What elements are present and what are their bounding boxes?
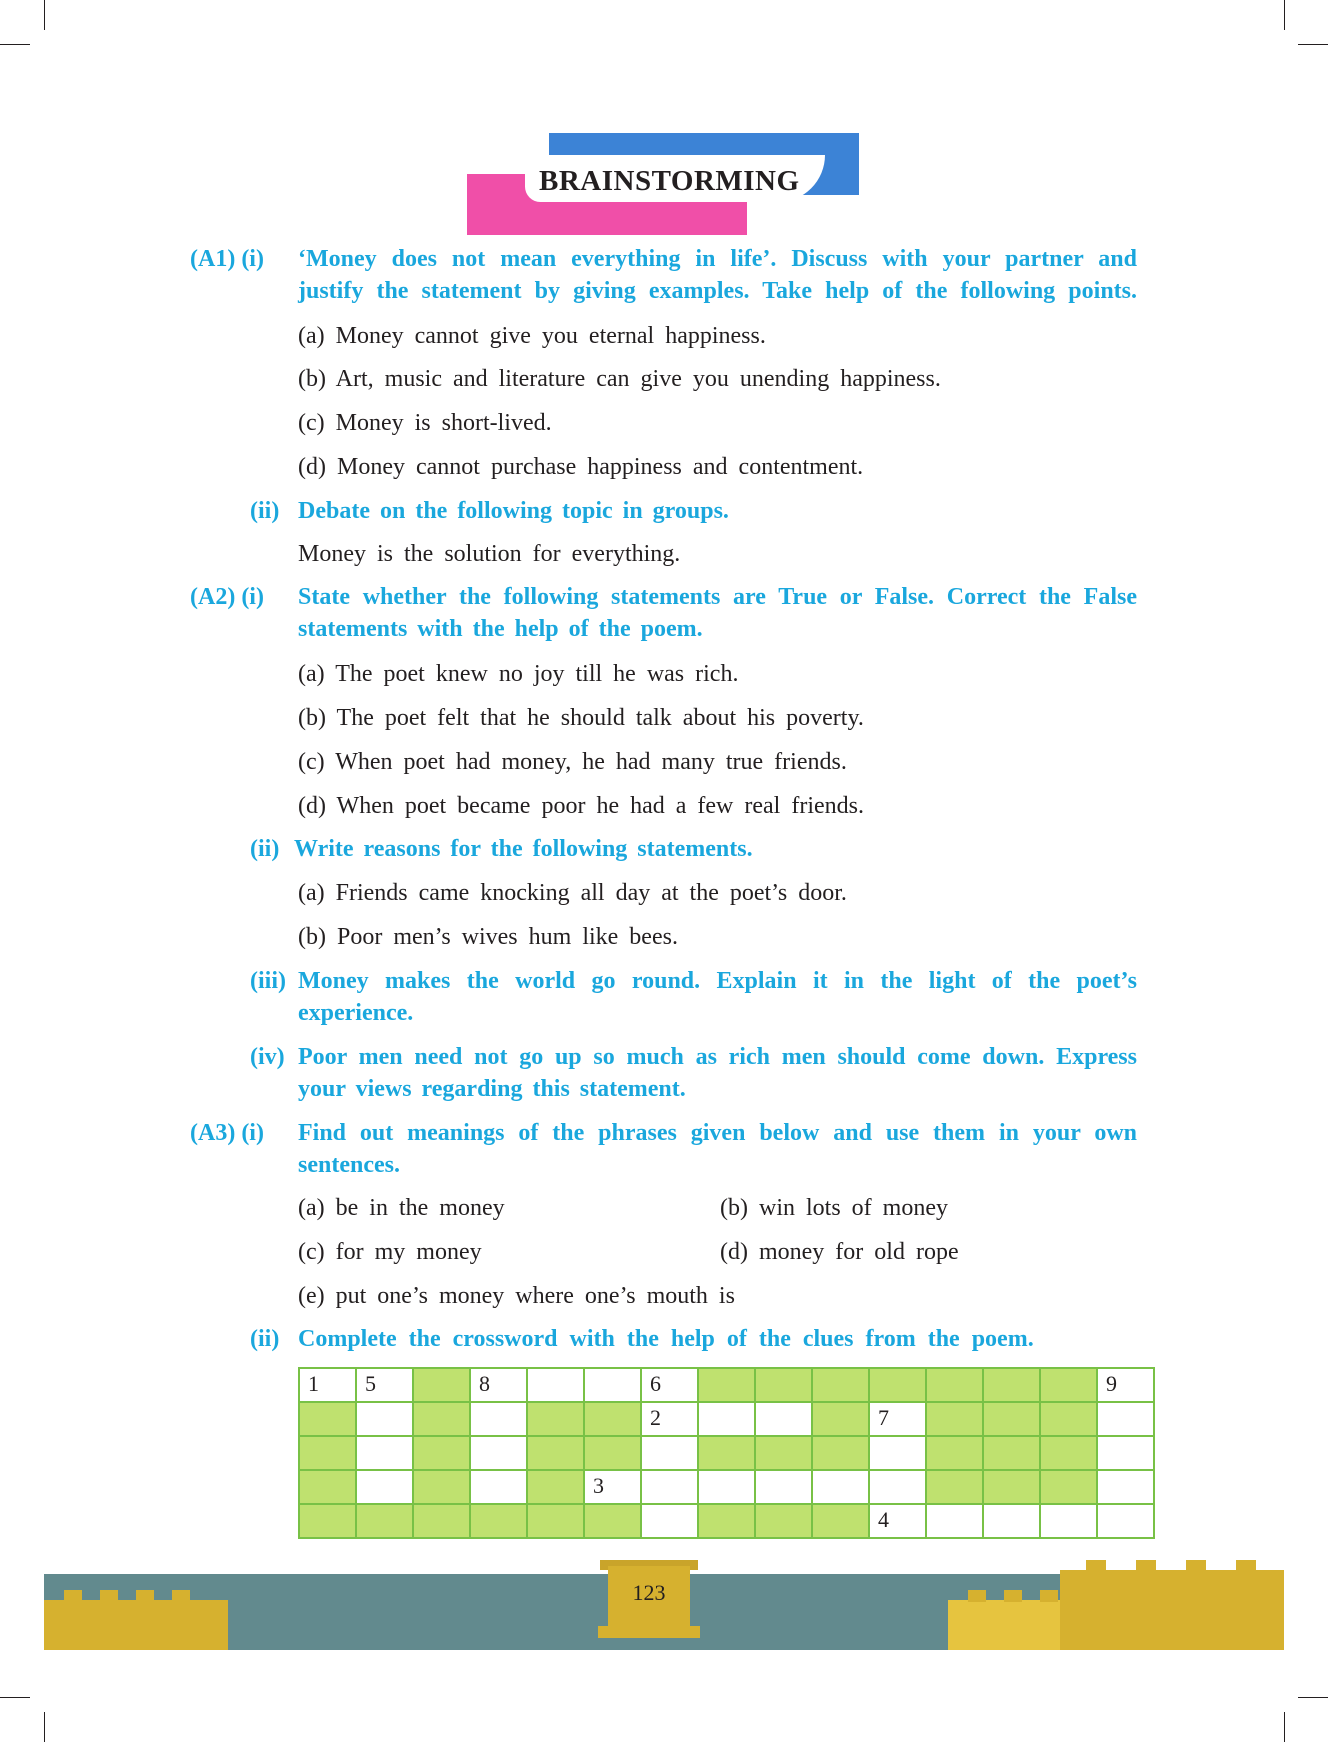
crossword-cell-filled: [812, 1504, 869, 1538]
crossword-cell-filled: [1040, 1368, 1097, 1402]
crossword-cell-filled: [926, 1402, 983, 1436]
phrase-item: (d) money for old rope: [720, 1239, 959, 1265]
crossword-cell-filled: [1040, 1470, 1097, 1504]
question-text: Find out meanings of the phrases given below and use them in your own: [298, 1120, 1137, 1146]
crossword-cell-blank[interactable]: [755, 1470, 812, 1504]
option-item: (b) Art, music and literature can give you unending happiness.: [298, 366, 941, 392]
crossword-cell-filled: [698, 1436, 755, 1470]
option-item: (c) When poet had money, he had many true friends.: [298, 749, 847, 775]
crossword-cell-filled: [527, 1470, 584, 1504]
crop-mark: [0, 44, 30, 45]
crossword-cell-filled: [698, 1368, 755, 1402]
crop-mark: [1284, 1712, 1285, 1742]
phrase-item: (e) put one’s money where one’s mouth is: [298, 1283, 735, 1309]
question-label: (A2) (i): [190, 584, 264, 610]
castle-merlon: [100, 1590, 118, 1602]
crossword-cell-filled: [356, 1504, 413, 1538]
crossword-cell-blank[interactable]: [641, 1436, 698, 1470]
crossword-cell-blank[interactable]: [356, 1368, 413, 1402]
crossword-cell-filled: [812, 1402, 869, 1436]
crossword-cell-blank[interactable]: [869, 1470, 926, 1504]
crossword-cell-blank[interactable]: [641, 1504, 698, 1538]
crossword-cell-blank[interactable]: [869, 1402, 926, 1436]
crop-mark: [1298, 44, 1328, 45]
castle-merlon: [1136, 1560, 1156, 1572]
page-number-plinth-base: [598, 1626, 700, 1638]
crossword-cell-filled: [413, 1402, 470, 1436]
option-item: (a) The poet knew no joy till he was rich.: [298, 661, 739, 687]
phrase-item: (a) be in the money: [298, 1195, 505, 1221]
crossword-cell-filled: [584, 1402, 641, 1436]
question-text: your views regarding this statement.: [298, 1076, 686, 1102]
crossword-cell-blank[interactable]: [698, 1402, 755, 1436]
crossword-cell-blank[interactable]: [1097, 1368, 1154, 1402]
question-label: (iii): [250, 968, 286, 994]
crossword-clue-number: 2: [650, 1405, 661, 1430]
castle-merlon: [968, 1590, 986, 1602]
crossword-cell-blank[interactable]: [470, 1402, 527, 1436]
crossword-row: [299, 1436, 1154, 1470]
crossword-clue-number: 1: [308, 1371, 319, 1396]
castle-wall-right-high: [1060, 1570, 1284, 1650]
crossword-cell-filled: [755, 1368, 812, 1402]
question-label: (A1) (i): [190, 246, 264, 272]
castle-merlon: [1236, 1560, 1256, 1572]
crossword-cell-filled: [584, 1436, 641, 1470]
question-text: experience.: [298, 1000, 414, 1026]
page-title: BRAINSTORMING: [539, 165, 800, 197]
question-label: (ii): [250, 836, 280, 862]
crossword-cell-filled: [527, 1504, 584, 1538]
question-text: sentences.: [298, 1152, 400, 1178]
page-footer: [0, 1560, 1328, 1650]
crossword-cell-filled: [299, 1436, 356, 1470]
crossword-clue-number: 9: [1106, 1371, 1117, 1396]
crossword-row: [299, 1402, 1154, 1436]
castle-merlon: [172, 1590, 190, 1602]
crossword-cell-filled: [1040, 1402, 1097, 1436]
crossword-cell-filled: [527, 1436, 584, 1470]
crossword-clue-number: 4: [878, 1507, 889, 1532]
crossword-row: [299, 1470, 1154, 1504]
crossword-cell-filled: [983, 1470, 1040, 1504]
question-text: Write reasons for the following statements.: [294, 836, 753, 862]
crossword-cell-filled: [413, 1470, 470, 1504]
crossword-cell-blank[interactable]: [812, 1470, 869, 1504]
question-text: ‘Money does not mean everything in life’. Discuss with your partner and: [298, 246, 1137, 272]
crossword-cell-blank[interactable]: [1097, 1470, 1154, 1504]
crossword-cell-filled: [755, 1504, 812, 1538]
crop-mark: [44, 1712, 45, 1742]
question-label: (A3) (i): [190, 1120, 264, 1146]
crossword-cell-blank[interactable]: [470, 1436, 527, 1470]
crossword-cell-filled: [926, 1470, 983, 1504]
crop-mark: [44, 0, 45, 30]
crossword-cell-filled: [470, 1504, 527, 1538]
crossword-cell-blank[interactable]: [527, 1368, 584, 1402]
question-text: Poor men need not go up so much as rich men should come down. Express: [298, 1044, 1137, 1070]
crossword-cell-filled: [983, 1436, 1040, 1470]
option-item: (a) Friends came knocking all day at the poet’s door.: [298, 880, 847, 906]
crossword-cell-blank[interactable]: [1097, 1436, 1154, 1470]
crossword-row: [299, 1368, 1154, 1402]
question-text: State whether the following statements are True or False. Correct the False: [298, 584, 1137, 610]
question-text: justify the statement by giving examples. Take help of the following points.: [298, 278, 1137, 304]
crossword-cell-blank[interactable]: [356, 1436, 413, 1470]
crossword-cell-filled: [869, 1368, 926, 1402]
crop-mark: [1298, 1697, 1328, 1698]
castle-wall-left: [44, 1600, 228, 1650]
option-item: (a) Money cannot give you eternal happiness.: [298, 323, 766, 349]
crossword-cell-blank[interactable]: [641, 1470, 698, 1504]
castle-merlon: [1086, 1560, 1106, 1572]
crossword-cell-filled: [983, 1368, 1040, 1402]
crossword-cell-filled: [1040, 1436, 1097, 1470]
phrase-item: (b) win lots of money: [720, 1195, 948, 1221]
question-text: Money makes the world go round. Explain it in the light of the poet’s: [298, 968, 1137, 994]
crossword-cell-blank[interactable]: [470, 1368, 527, 1402]
crossword-cell-filled: [812, 1368, 869, 1402]
crossword-cell-blank[interactable]: [983, 1504, 1040, 1538]
crop-mark: [0, 1697, 30, 1698]
crossword-cell-filled: [812, 1436, 869, 1470]
castle-merlon: [136, 1590, 154, 1602]
crossword-clue-number: 8: [479, 1371, 490, 1396]
crossword-row: [299, 1504, 1154, 1538]
option-item: (d) Money cannot purchase happiness and contentment.: [298, 454, 864, 480]
crossword-cell-filled: [413, 1436, 470, 1470]
question-text: statements with the help of the poem.: [298, 616, 703, 642]
question-text: Debate on the following topic in groups.: [298, 498, 729, 524]
question-text: Complete the crossword with the help of the clues from the poem.: [298, 1326, 1034, 1352]
crossword-cell-blank[interactable]: [584, 1470, 641, 1504]
crossword-cell-blank[interactable]: [926, 1504, 983, 1538]
castle-merlon: [64, 1590, 82, 1602]
section-banner: [467, 133, 859, 235]
debate-topic: Money is the solution for everything.: [298, 541, 681, 567]
page-number: 123: [632, 1580, 666, 1605]
crop-mark: [1284, 0, 1285, 30]
crossword-cell-filled: [698, 1504, 755, 1538]
crossword-cell-filled: [413, 1504, 470, 1538]
crossword-cell-blank[interactable]: [1097, 1402, 1154, 1436]
crossword-cell-blank[interactable]: [641, 1402, 698, 1436]
option-item: (c) Money is short-lived.: [298, 410, 552, 436]
crossword-cell-blank[interactable]: [470, 1470, 527, 1504]
crossword-grid: [298, 1367, 1155, 1539]
crossword-cell-filled: [926, 1368, 983, 1402]
crossword-cell-blank[interactable]: [641, 1368, 698, 1402]
crossword-clue-number: 3: [593, 1473, 604, 1498]
crossword-cell-filled: [584, 1504, 641, 1538]
crossword-cell-blank[interactable]: [755, 1402, 812, 1436]
castle-merlon: [1186, 1560, 1206, 1572]
crossword-cell-filled: [299, 1402, 356, 1436]
crossword-cell-blank[interactable]: [1097, 1504, 1154, 1538]
question-label: (iv): [250, 1044, 285, 1070]
castle-merlon: [1040, 1590, 1058, 1602]
crossword-cell-blank[interactable]: [1040, 1504, 1097, 1538]
option-item: (b) Poor men’s wives hum like bees.: [298, 924, 678, 950]
question-label: (ii): [250, 498, 280, 524]
crossword-cell-blank[interactable]: [584, 1368, 641, 1402]
crossword-clue-number: 7: [878, 1405, 889, 1430]
question-label: (ii): [250, 1326, 280, 1352]
crossword-clue-number: 6: [650, 1371, 661, 1396]
castle-merlon: [1004, 1590, 1022, 1602]
crossword-cell-blank[interactable]: [356, 1470, 413, 1504]
crossword-cell-blank[interactable]: [698, 1470, 755, 1504]
option-item: (b) The poet felt that he should talk about his poverty.: [298, 705, 864, 731]
crossword-cell-filled: [755, 1436, 812, 1470]
crossword-clue-number: 5: [365, 1371, 376, 1396]
crossword-cell-filled: [299, 1504, 356, 1538]
crossword-cell-filled: [983, 1402, 1040, 1436]
crossword-cell-filled: [413, 1368, 470, 1402]
crossword-cell-blank[interactable]: [356, 1402, 413, 1436]
crossword-cell-filled: [527, 1402, 584, 1436]
phrase-item: (c) for my money: [298, 1239, 482, 1265]
option-item: (d) When poet became poor he had a few real friends.: [298, 793, 864, 819]
crossword-cell-filled: [926, 1436, 983, 1470]
crossword-cell-blank[interactable]: [869, 1504, 926, 1538]
crossword-cell-blank[interactable]: [299, 1368, 356, 1402]
crossword-cell-blank[interactable]: [869, 1436, 926, 1470]
crossword-cell-filled: [299, 1470, 356, 1504]
